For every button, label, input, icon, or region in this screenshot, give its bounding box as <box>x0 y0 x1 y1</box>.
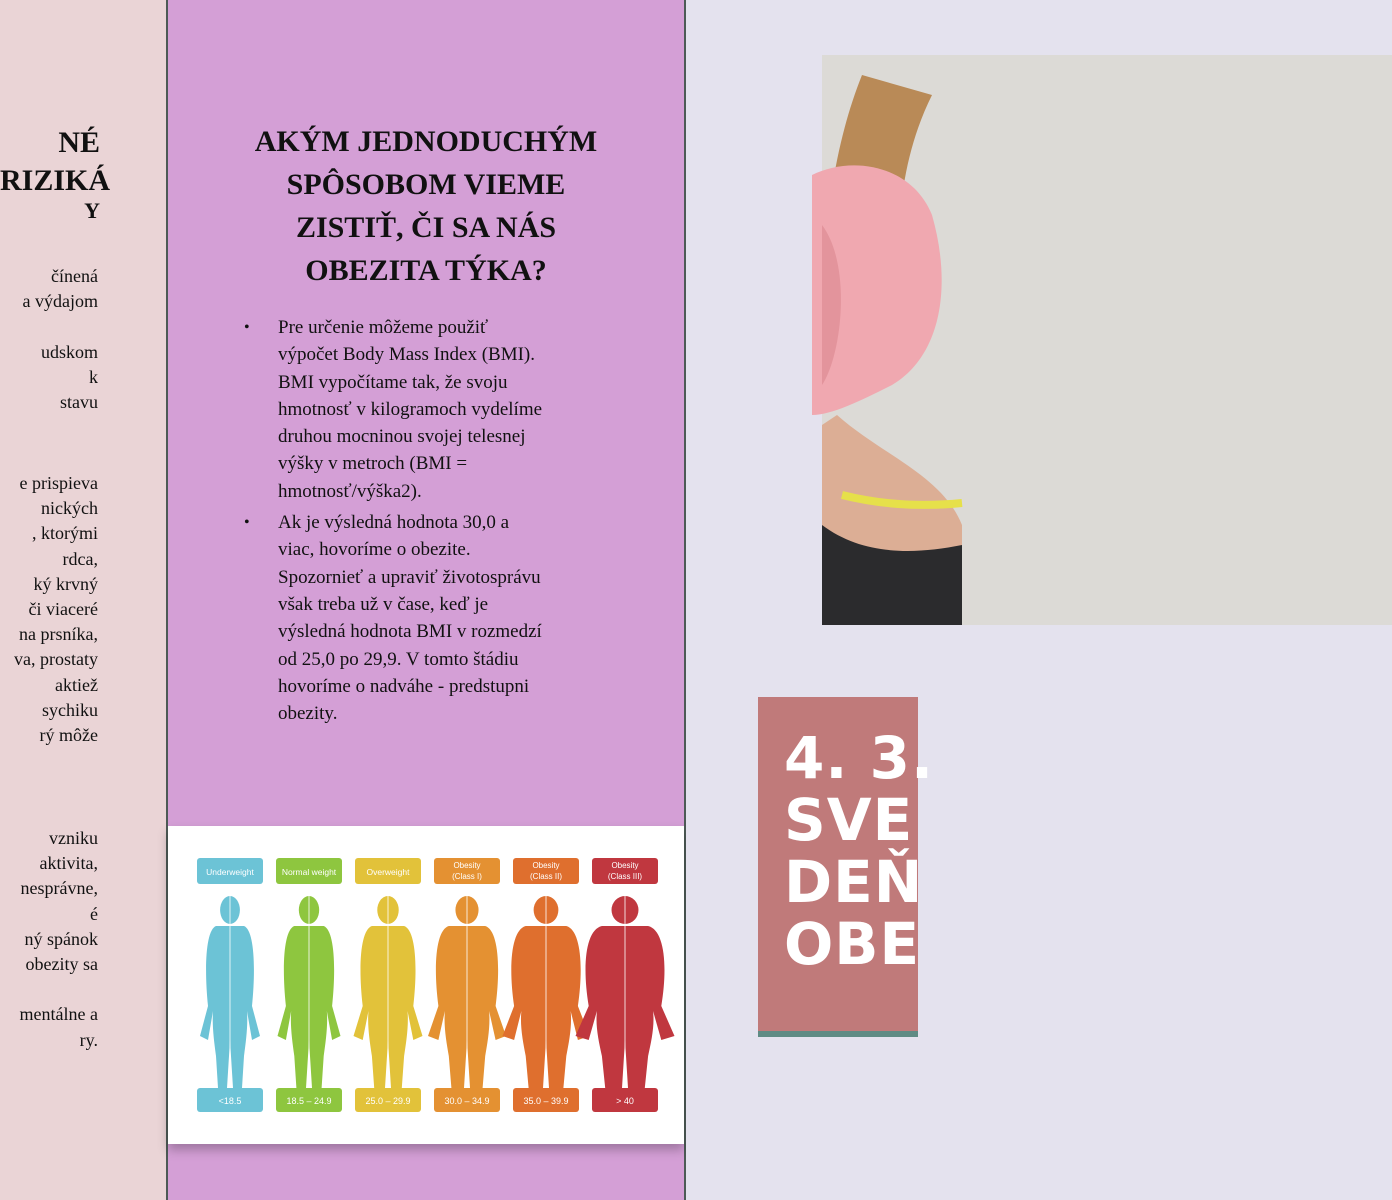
bmi-range-text: > 40 <box>616 1096 634 1106</box>
left-text-line: ký krvný <box>33 573 98 594</box>
bullet-line: obezity. <box>278 703 338 725</box>
event-title-box <box>758 697 934 1037</box>
bullet-line: Pre určenie môžeme použiť <box>278 317 489 338</box>
left-text-line: aktiež <box>55 674 98 695</box>
bmi-label-text: Obesity <box>611 861 639 870</box>
bmi-range-text: <18.5 <box>218 1096 242 1106</box>
left-text-line: é <box>90 903 98 924</box>
bullet-dot: • <box>244 319 250 336</box>
bmi-label-text: (Class I) <box>452 872 482 881</box>
body-silhouette <box>278 896 341 1088</box>
title-line: SPÔSOBOM VIEME <box>286 168 566 201</box>
left-text-line: na prsníka, <box>19 624 98 645</box>
bullet-line: od 25,0 po 29,9. V tomto štádiu <box>278 648 519 670</box>
body-silhouette <box>354 896 423 1088</box>
bmi-range-text: 30.0 – 34.9 <box>444 1096 490 1106</box>
bullet-line: však treba už v čase, keď je <box>278 593 489 615</box>
body-silhouette <box>428 896 506 1088</box>
bmi-label-text: Obesity <box>453 861 481 870</box>
bullet-line: výsledná hodnota BMI v rozmedzí <box>278 621 542 643</box>
left-heading-line: RIZIKÁ <box>0 164 111 197</box>
left-text-line: a výdajom <box>22 291 98 312</box>
bmi-infographic <box>168 826 684 1144</box>
bullet-line: hmotnosť v kilogramoch vydelíme <box>278 398 543 420</box>
left-text-line: nesprávne, <box>20 878 98 899</box>
bmi-range-text: 18.5 – 24.9 <box>286 1096 332 1106</box>
bmi-category <box>354 858 423 1112</box>
left-text-line: vzniku <box>49 828 98 848</box>
left-text-line: stavu <box>60 392 98 412</box>
bullet-line: viac, hovoríme o obezite. <box>278 539 471 561</box>
left-text-line: , ktorými <box>32 523 98 544</box>
bullet-line: výpočet Body Mass Index (BMI). <box>278 344 535 366</box>
left-text-line: e prispieva <box>19 473 98 493</box>
bmi-category <box>276 858 342 1112</box>
left-panel <box>0 0 168 1200</box>
left-text-line: čínená <box>51 266 98 286</box>
bmi-range-text: 35.0 – 39.9 <box>523 1096 569 1106</box>
left-text-line: aktivita, <box>39 853 98 874</box>
title-line: ZISTIŤ, ČI SA NÁS <box>295 211 557 244</box>
bmi-category <box>576 858 675 1112</box>
event-title-line: OBE <box>784 910 921 978</box>
left-heading-line: Y <box>84 198 100 223</box>
bmi-label-text: (Class II) <box>530 872 562 881</box>
bmi-label-text: Normal weight <box>281 867 337 877</box>
bullet-line: hovoríme o nadváhe - predstupni <box>278 675 530 697</box>
body-silhouette <box>200 896 260 1088</box>
left-text-line: ný spánok <box>24 928 98 949</box>
bmi-label-text: Underweight <box>206 867 254 877</box>
left-text-line: ry. <box>79 1029 98 1050</box>
bmi-category <box>428 858 506 1112</box>
event-title-line: DEŇ <box>784 848 924 916</box>
bmi-category <box>503 858 590 1112</box>
left-text-line: nických <box>41 498 98 519</box>
left-text-line: rý môže <box>39 725 98 745</box>
left-text-line: obezity sa <box>25 954 98 974</box>
bullet-line: Spozornieť a upraviť životosprávu <box>278 566 541 588</box>
body-silhouette <box>576 896 675 1088</box>
event-title-line: 4. 3. <box>784 724 934 792</box>
left-text-line: či viaceré <box>28 599 98 619</box>
bullet-line: hmotnosť/výška2). <box>278 480 422 502</box>
left-text-line: sychiku <box>42 699 98 720</box>
left-text-line: rdca, <box>62 548 98 569</box>
bullet-line: výšky v metroch (BMI = <box>278 453 468 475</box>
left-heading <box>0 124 111 223</box>
right-panel <box>686 0 934 1200</box>
left-text-line: udskom <box>40 341 98 362</box>
bmi-category <box>197 858 263 1112</box>
bmi-label-text: Overweight <box>366 867 410 877</box>
title-line: OBEZITA TÝKA? <box>305 254 547 287</box>
left-text-line: va, prostaty <box>14 649 98 670</box>
bmi-label-text: (Class III) <box>607 872 643 881</box>
bmi-label-text: Obesity <box>532 861 560 870</box>
woman-photo-illustration <box>822 55 1392 625</box>
bullet-list <box>244 314 638 731</box>
bullet-item <box>244 314 638 505</box>
middle-title <box>168 120 684 292</box>
event-title-line: SVE <box>784 786 914 854</box>
bmi-range-text: 25.0 – 29.9 <box>365 1096 411 1106</box>
body-silhouette <box>503 896 590 1088</box>
bullet-line: druhou mocninou svojej telesnej <box>278 426 526 448</box>
bullet-line: Ak je výsledná hodnota 30,0 a <box>278 512 510 534</box>
middle-panel <box>168 0 686 1200</box>
left-text-line: k <box>89 366 98 387</box>
bmi-figure <box>168 826 684 1144</box>
bullet-item <box>244 509 638 727</box>
woman-photo <box>822 55 1392 625</box>
title-line: AKÝM JEDNODUCHÝM <box>254 125 598 158</box>
bullet-dot: • <box>244 514 250 532</box>
left-text-line: mentálne a <box>19 1004 98 1025</box>
bullet-line: BMI vypočítame tak, že svoju <box>278 371 508 393</box>
left-heading-line: NÉ <box>58 126 100 159</box>
